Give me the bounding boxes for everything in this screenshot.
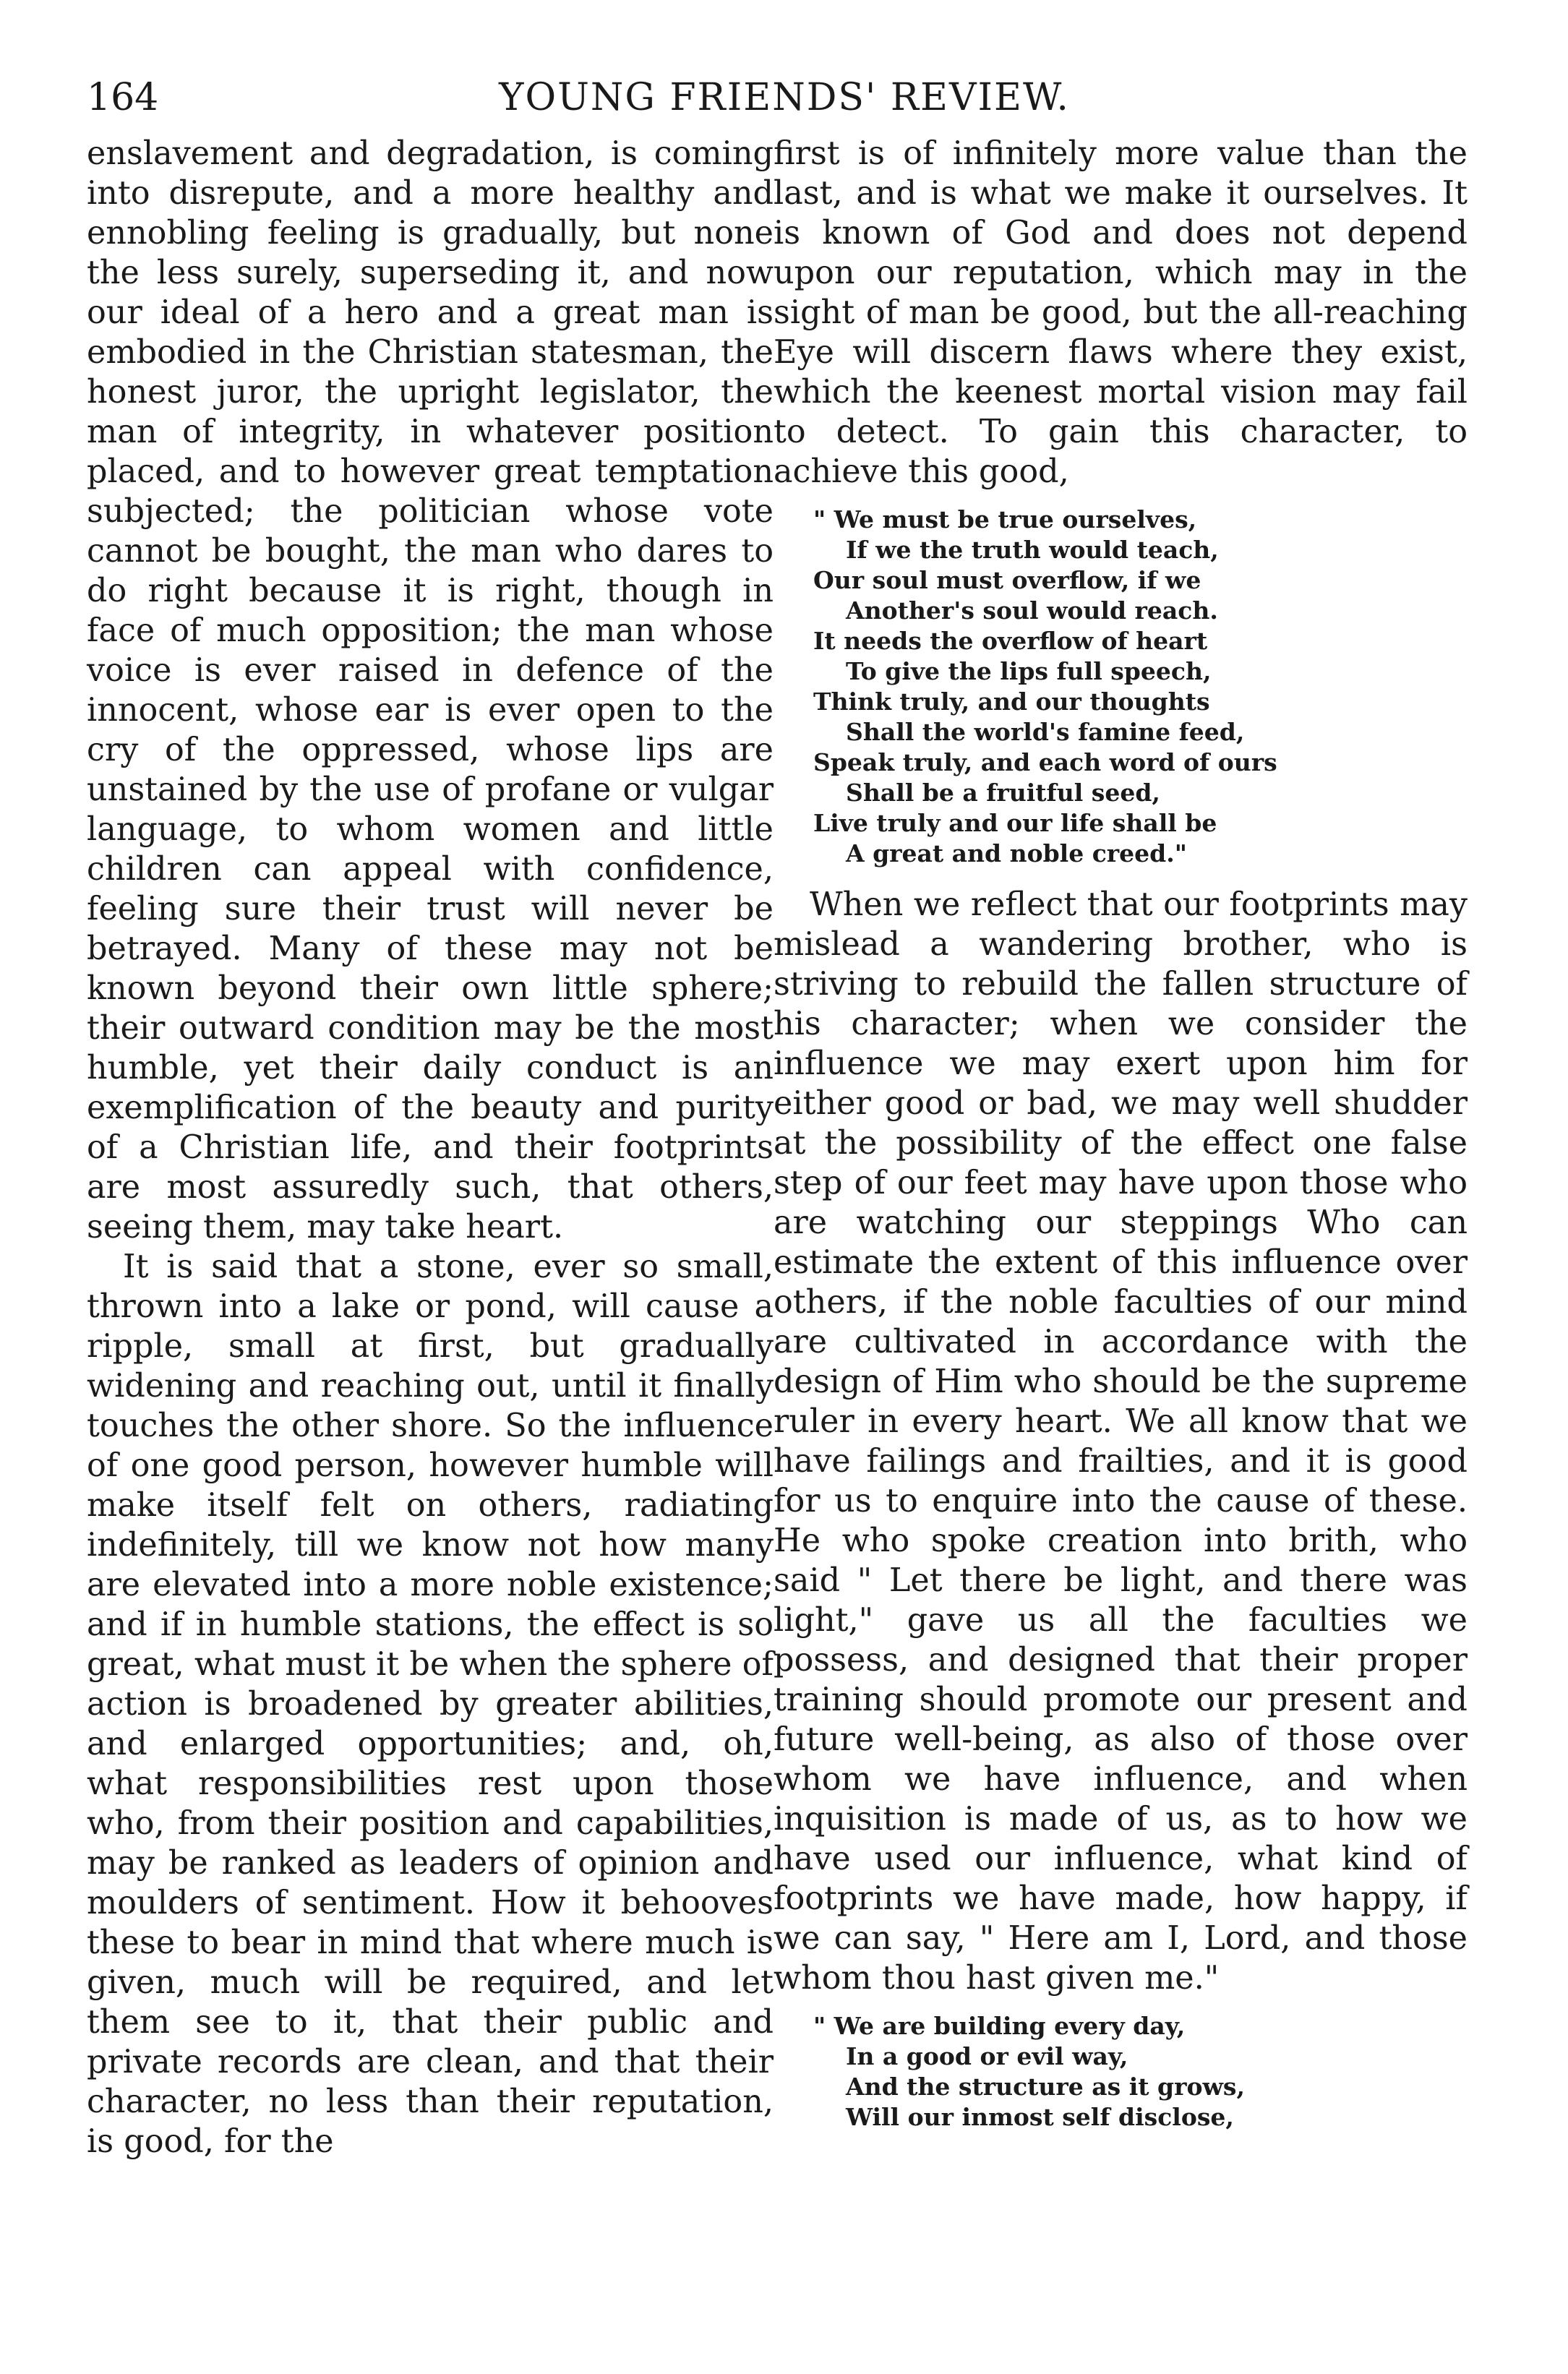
poem-true-ourselves <box>813 505 1468 869</box>
poem-line: To give the lips full speech, <box>846 657 1212 685</box>
poem-line: In a good or evil way, <box>846 2042 1128 2070</box>
right-paragraph-1: first is of infinitely more value than the last, and is what we make it ourselves. It is known of God and does not depend upon our reputation, which may in the sight of man be good, but the all-reaching Eye will discern flaws where they exist, which the keenest mortal vision may fail to detect. To gain this character, to achieve this good, <box>774 135 1468 490</box>
left-column <box>87 134 774 2161</box>
poem-line: Will our inmost self disclose, <box>846 2103 1234 2131</box>
poem-line: Speak truly, and each word of ours <box>813 748 1277 776</box>
poem-line: If we the truth would teach, <box>846 536 1219 564</box>
poem-building-every-day <box>813 2011 1468 2133</box>
poem-line: And the structure as it grows, <box>846 2073 1245 2101</box>
poem-line: Shall be a fruitful seed, <box>846 779 1160 807</box>
page-header <box>87 76 1482 141</box>
poem-line: It needs the overflow of heart <box>813 627 1208 655</box>
poem-line: Another's soul would reach. <box>846 596 1218 625</box>
right-column <box>774 134 1468 2148</box>
poem-line: A great and noble creed." <box>846 839 1187 867</box>
poem-line: Shall the world's famine feed, <box>846 718 1245 746</box>
poem-line: Think truly, and our thoughts <box>813 687 1210 716</box>
left-paragraph-2: It is said that a stone, ever so small, thrown into a lake or pond, will cause a ripple, small at first, but gradually widening and reaching out, until it finally touches the other shore. So the influence of one good person, however humble will make itself felt on others, radiating indefinitely, till we know not how many are elevated into a more noble existence; and if in humble stations, the effect is so great, what must it be when the sphere of action is broadened by greater abilities, and enlarged opportunities; and, oh, what responsibilities rest upon those who, from their position and capabilities, may be ranked as leaders of opinion and moulders of sentiment. How it behooves these to bear in mind that where much is given, much will be required, and let them see to it, that their public and private records are clean, and that their character, no less than their reputation, is good, for the <box>87 1248 774 2160</box>
poem-line: Our soul must overflow, if we <box>813 566 1201 594</box>
page-number: 164 <box>87 76 159 119</box>
right-paragraph-2: When we reflect that our footprints may mislead a wandering brother, who is striving to rebuild the fallen structure of his character; when we consider the influence we may exert upon him for either good or bad, we may well shudder at the possibility of the effect one false step of our feet may have upon those who are watching our steppings Who can estimate the extent of this influence over others, if the noble faculties of our mind are cultivated in accordance with the design of Him who should be the supreme ruler in every heart. We all know that we have failings and frailties, and it is good for us to enquire into the cause of these. He who spoke creation into brith, who said " Let there be light, and there was light," gave us all the faculties we possess, and designed that their proper training should promote our present and future well-being, as also of those over whom we have influence, and when inquisition is made of us, as to how we have used our influence, what kind of footprints we have made, how happy, if we can say, " Here am I, Lord, and those whom thou hast given me." <box>774 886 1468 1997</box>
poem-line: Live truly and our life shall be <box>813 809 1217 837</box>
poem-line: " We are building every day, <box>813 2012 1186 2040</box>
left-paragraph-1: enslavement and degradation, is coming into disrepute, and a more healthy and ennobling feeling is gradually, but none the less surely, superseding it, and now our ideal of a hero and a great man is embodied in the Christian statesman, the honest juror, the upright legislator, the man of integrity, in whatever position placed, and to however great temptation subjected; the politician whose vote cannot be bought, the man who dares to do right because it is right, though in face of much opposition; the man whose voice is ever raised in defence of the innocent, whose ear is ever open to the cry of the oppressed, whose lips are unstained by the use of profane or vulgar language, to whom women and little children can appeal with confidence, feeling sure their trust will never be betrayed. Many of these may not be known beyond their own little sphere; their outward condition may be the most humble, yet their daily conduct is an exemplification of the beauty and purity of a Christian life, and their footprints are most assuredly such, that others, seeing them, may take heart. <box>87 135 774 1246</box>
running-title: YOUNG FRIENDS' REVIEW. <box>499 76 1070 119</box>
poem-line: " We must be true ourselves, <box>813 505 1197 533</box>
